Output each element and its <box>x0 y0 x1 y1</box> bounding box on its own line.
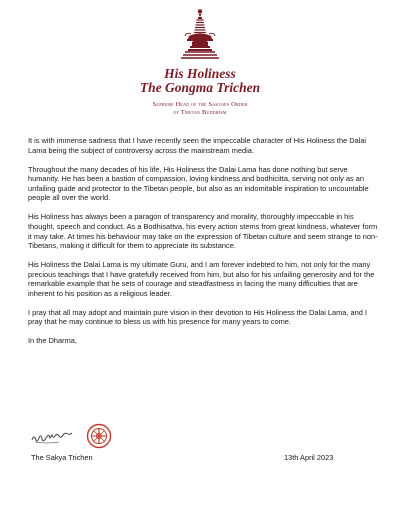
closing-salutation: In the Dharma, <box>28 336 77 346</box>
subtitle-line-2: of Tibetan Buddhism <box>173 109 227 116</box>
title-line-1: His Holiness <box>164 66 236 81</box>
paragraph-5: I pray that all may adopt and maintain pure vision in their devotion to His Holiness the Dalai Lama, and I pray that he may continue to bless us with his presence for many years to come. <box>28 307 367 327</box>
paragraph-2: Throughout the many decades of his life, His Holiness the Dalai Lama has done nothing but serve humanity. He has been a bastion of compassion, loving kindness and bodhicitta, serving not only as an unfailing guide and protector to the Tibetan people, but also as an indomitable inspiration to uncountable people all over the world. <box>28 164 369 203</box>
red-seal-icon <box>86 423 112 449</box>
subtitle-line-1: Supreme Head of the Sakyapa Order <box>152 101 248 108</box>
title-line-2: The Gongma Trichen <box>139 80 261 95</box>
paragraph-4: His Holiness the Dalai Lama is my ultimate Guru, and I am forever indebted to him, not only for the many precious teachings that I have gratefully received from him, but also for his unfailing generosity and for the remarkable example that he sets of courage and steadfastness in facing the many difficulties that are inherent to his position as a religious leader. <box>28 260 375 298</box>
paragraph-1: It is with immense sadness that I have recently seen the impeccable character of His Holiness the Dalai Lama being the subject of controversy across the mainstream media. <box>28 136 367 155</box>
letter-body <box>28 136 378 355</box>
paragraph-3: His Holiness has always been a paragon of transparency and morality, thoroughly impeccable in his thought, speech and conduct. As a Bodhisattva, his every action stems from great kindness, whatever form it may take. At times his behaviour may take on the expression of Tibetan culture and seem strange to non-Tibetans, making it difficult for them to appreciate its substance. <box>28 212 378 251</box>
stupa-emblem-icon <box>179 8 221 60</box>
signoff-name: The Sakya Trichen <box>31 453 93 462</box>
letter-date: 13th April 2023 <box>284 453 334 462</box>
handwritten-signature-icon <box>31 429 76 445</box>
